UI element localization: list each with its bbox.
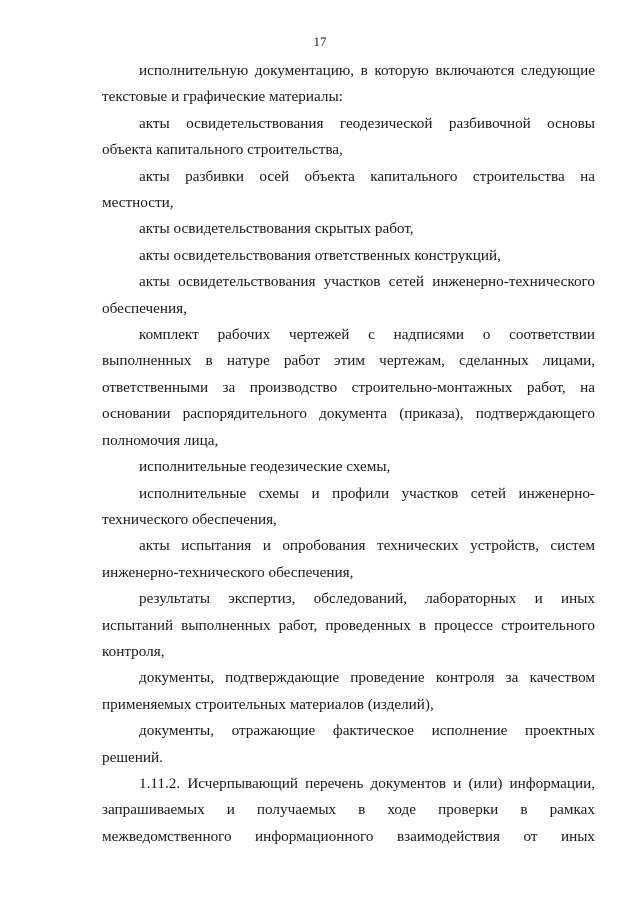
list-item-geodetic-schemes: исполнительные геодезические схемы, [139, 458, 391, 476]
list-item-working-drawings: комплект рабочих чертежей с надписями о соответствии выполненных в натуре работ этим чертежам, сделанных лицами, ответственными за производство строительно-монтажных работ, на основании распорядительного документа (приказа), подтверждающего полномочия лица, [102, 326, 595, 449]
list-item-expertise-results: результаты экспертиз, обследований, лабораторных и иных испытаний выполненных работ, проведенных в процессе строительного контроля, [102, 590, 595, 660]
document-body [102, 58, 595, 850]
list-item-quality-control-docs: документы, подтверждающие проведение контроля за качеством применяемых строительных материалов (изделий), [102, 669, 595, 713]
list-item-schemes-profiles: исполнительные схемы и профили участков сетей инженерно-технического обеспечения, [102, 484, 595, 528]
list-item-axis-layout: акты разбивки осей объекта капитального строительства на местности, [102, 167, 595, 212]
list-item-geodetic-basis: акты освидетельствования геодезической разбивочной основы объекта капитального строительства, [102, 114, 595, 159]
paragraph-intro: исполнительную документацию, в которую включаются следующие текстовые и графические материалы: [102, 62, 595, 106]
section-1-11-2: 1.11.2. Исчерпывающий перечень документов и (или) информации, запрашиваемых и получаемых в ходе проверки в рамках межведомственного информационного взаимодействия от иных [102, 774, 595, 845]
page-number: 17 [313, 34, 327, 49]
list-item-testing-acts: акты испытания и опробования технических устройств, систем инженерно-технического обеспечения, [102, 537, 595, 581]
list-item-network-sections: акты освидетельствования участков сетей инженерно-технического обеспечения, [102, 273, 595, 317]
list-item-hidden-works: акты освидетельствования скрытых работ, [139, 220, 414, 238]
list-item-responsible-structures: акты освидетельствования ответственных конструкций, [139, 246, 501, 264]
list-item-design-decisions: документы, отражающие фактическое исполнение проектных решений. [102, 722, 595, 766]
